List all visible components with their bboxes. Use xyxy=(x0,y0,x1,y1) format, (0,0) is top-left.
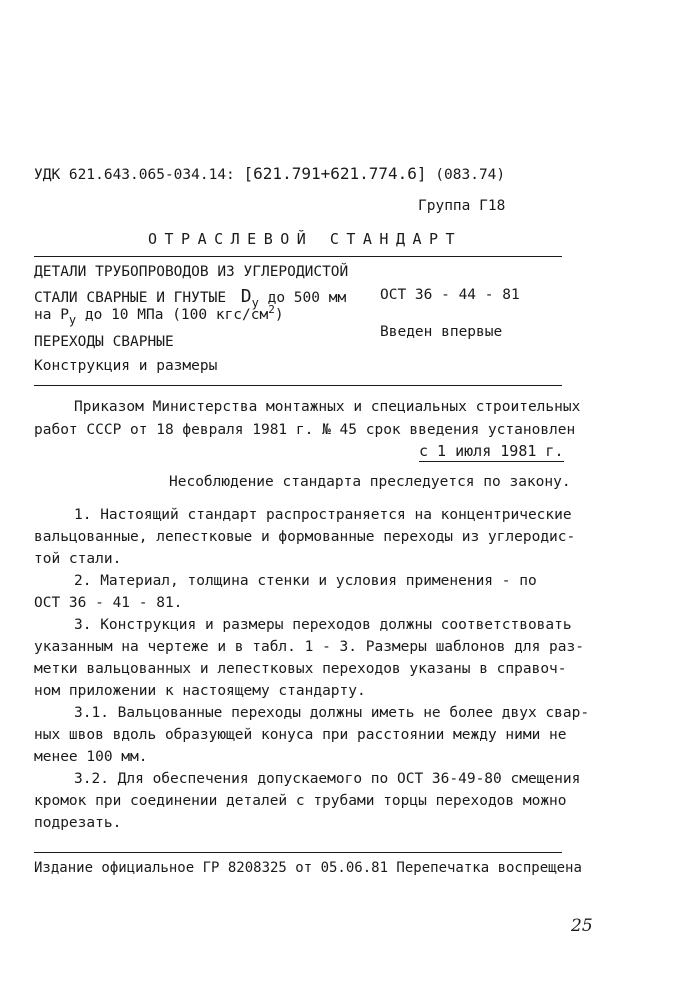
top-rule xyxy=(34,256,562,257)
body-line: 1. Настоящий стандарт распространяется на концентрические xyxy=(74,507,572,523)
body-line: 2. Материал, толщина стенки и условия применения - по xyxy=(74,573,537,589)
body-line: менее 100 мм. xyxy=(34,749,148,765)
udk-suffix: (083.74) xyxy=(435,167,506,183)
pressure-subscript: у xyxy=(68,313,77,327)
title-line-3 xyxy=(34,303,284,327)
effective-date xyxy=(419,444,564,462)
nominal-diameter-subscript: у xyxy=(251,296,259,310)
order-line-1: Приказом Министерства монтажных и специальных строительных xyxy=(74,399,581,415)
title-line-1: ДЕТАЛИ ТРУБОПРОВОДОВ ИЗ УГЛЕРОДИСТОЙ xyxy=(34,264,349,280)
mid-rule xyxy=(34,385,562,386)
title-line-2-value: до 500 мм xyxy=(267,290,347,306)
title-line-4: ПЕРЕХОДЫ СВАРНЫЕ xyxy=(34,334,174,350)
group-label: Группа Г18 xyxy=(418,198,506,214)
standard-header: ОТРАСЛЕВОЙ СТАНДАРТ xyxy=(148,230,463,248)
order-line-2: работ СССР от 18 февраля 1981 г. № 45 срок введения установлен xyxy=(34,422,576,438)
title-line-2 xyxy=(34,286,347,310)
udk-bracket: [621.791+621.774.6] xyxy=(243,164,427,183)
nominal-diameter-symbol: D xyxy=(240,286,252,307)
footer-rule xyxy=(34,852,562,853)
body-line: 3.2. Для обеспечения допускаемого по ОСТ 36-49-80 смещения xyxy=(74,771,581,787)
body-line: ном приложении к настоящему стандарту. xyxy=(34,683,366,699)
effective-date-underline xyxy=(419,461,564,462)
body-line: той стали. xyxy=(34,551,122,567)
body-line: вальцованные, лепестковые и формованные переходы из углеродис- xyxy=(34,529,576,545)
body-line: 3. Конструкция и размеры переходов должны соответствовать xyxy=(74,617,572,633)
title-line-3-close: ) xyxy=(274,307,284,323)
effective-date-text: с 1 июля 1981 г. xyxy=(419,442,564,460)
footer-note: Издание официальное ГР 8208325 от 05.06.81 Перепечатка воспрещена xyxy=(34,860,582,876)
introduced-note: Введен впервые xyxy=(380,324,503,340)
body-line: 3.1. Вальцованные переходы должны иметь не более двух свар- xyxy=(74,705,590,721)
title-line-5: Конструкция и размеры xyxy=(34,358,218,374)
title-line-3-pressure: на P xyxy=(34,307,69,323)
body-line: указанным на чертеже и в табл. 1 - 3. Размеры шаблонов для раз- xyxy=(34,639,584,655)
body-line: подрезать. xyxy=(34,815,122,831)
body-line: ных швов вдоль образующей конуса при расстоянии между ними не xyxy=(34,727,567,743)
penalty-note: Несоблюдение стандарта преследуется по закону. xyxy=(169,474,571,490)
udk-line xyxy=(34,166,505,183)
unit-superscript: 2 xyxy=(268,303,275,316)
standard-designation: ОСТ 36 - 44 - 81 xyxy=(380,287,520,303)
body-line: кромок при соединении деталей с трубами торцы переходов можно xyxy=(34,793,567,809)
body-line: метки вальцованных и лепестковых переходов указаны в справоч- xyxy=(34,661,567,677)
body-line: ОСТ 36 - 41 - 81. xyxy=(34,595,183,611)
title-line-2-text: СТАЛИ СВАРНЫЕ И ГНУТЫЕ xyxy=(34,290,227,306)
page-number: 25 xyxy=(571,916,593,936)
title-line-3-value: до 10 МПа (100 кгс/см xyxy=(84,307,269,323)
udk-prefix: УДК 621.643.065-034.14: xyxy=(34,167,235,183)
